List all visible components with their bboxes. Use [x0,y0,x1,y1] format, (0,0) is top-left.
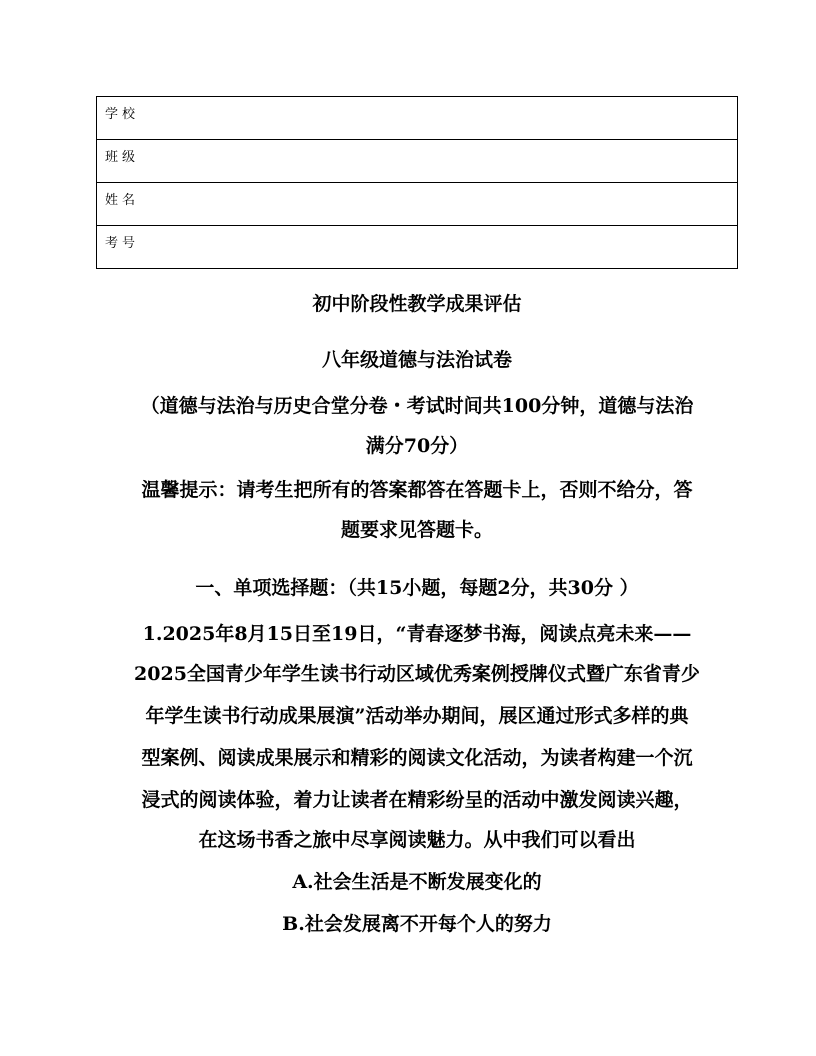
name-field[interactable]: 姓名 [97,183,738,226]
exam-title: 初中阶段性教学成果评估 [312,293,522,315]
exam-number-field[interactable]: 考号 [97,226,738,269]
student-info-table [96,96,738,269]
question-1-line-3: 年学生读书行动成果展演”活动举办期间，展区通过形式多样的典 [145,705,689,727]
question-1-line-1: 1.2025年8月15日至19日，“青春逐梦书海，阅读点亮未来—— [142,623,692,645]
school-field[interactable]: 学校 [97,97,738,140]
exam-note-line-1: （道德与法治与历史合堂分卷・考试时间共100分钟，道德与法治 [140,395,694,417]
question-1-line-2: 2025全国青少年学生读书行动区域优秀案例授牌仪式暨广东省青少 [134,663,700,685]
option-a[interactable]: A.社会生活是不断发展变化的 [292,871,542,893]
class-field[interactable]: 班级 [97,140,738,183]
tip-line-1: 温馨提示：请考生把所有的答案都答在答题卡上，否则不给分，答 [141,479,693,501]
section-heading: 一、单项选择题：（共15小题，每题2分，共30分 ） [195,577,639,599]
exam-subtitle: 八年级道德与法治试卷 [321,349,512,371]
question-1-line-5: 浸式的阅读体验，着力让读者在精彩纷呈的活动中激发阅读兴趣， [141,789,693,811]
option-b[interactable]: B.社会发展离不开每个人的努力 [282,913,552,935]
question-1-line-6: 在这场书香之旅中尽享阅读魅力。从中我们可以看出 [198,829,636,851]
tip-line-2: 题要求见答题卡。 [340,519,493,541]
exam-note-line-2: 满分70分） [365,435,469,457]
question-1-line-4: 型案例、阅读成果展示和精彩的阅读文化活动，为读者构建一个沉 [141,747,693,769]
